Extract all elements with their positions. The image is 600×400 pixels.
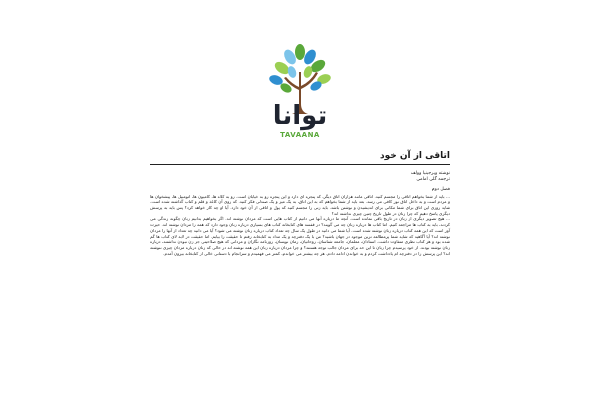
document-title: اتاقی از آن خود <box>150 150 450 165</box>
paragraph: ... باید از شما بخواهم اتاقی را مجسم کنید. اتاقی مانند هزاران اتاق دیگر، که پنجره ای دارد و این پنجره رو به خیابان است. رو به کلاه ها، کامیون ها، اتومبیل ها، پیشخوان ها و مردم است و به داخل اتاق نور کافی می رسد. بعد باید از شما بخواهم که به این اتاق، به یک میز و یک صندلی فکر کنید. که روی آن کاغذ و قلم و کتاب گذاشته شده است. شاید روزی این اتاق برای شما مکانی برای اندیشیدن و نوشتن باشد. باید زنی را مجسم کنید که پول و اتاقی از آن خود دارد. آیا او چه کار خواهد کرد؟ پس باید به پرسش دیگری پاسخ دهیم که چرا زنان در طول تاریخ چنین چیزی نداشته اند؟ <box>150 193 450 216</box>
author-line: نوشته ویرجینیا وولف <box>410 171 450 176</box>
paragraph: ... هیچ تصویر دیگری از زنان در تاریخ باقی نمانده است. آنچه ما درباره آنها می دانیم از کتاب هایی است که مردان نوشته اند. اگر بخواهیم بدانیم زنان چگونه زندگی می کردند، باید به کتاب ها مراجعه کنیم. اما کتاب ها درباره زنان چه می گویند؟ در قفسه های کتابخانه کتاب های بسیاری درباره زنان وجود دارد که همه را مردان نوشته اند. حیرت آور است که این همه کتاب درباره زنان نوشته شده است. آیا شما می دانید در طول یک سال چه تعداد کتاب درباره زنان نوشته می شود؟ آیا می دانید چه تعداد از آنها را مردان نوشته اند؟ آیا آگاهید که شاید شما پرمطالعه ترین موجود در جهان باشید؟ من با یک دفترچه و یک مداد به کتابخانه رفتم تا حقیقت را بیابم. اما حقیقت در لابه لای کتاب ها گم شده بود و هر کتاب نظری متفاوت داشت. استادان، معلمان، جامعه شناسان، روحانیان، رمان نویسان، روزنامه نگاران و مردانی که هیچ صلاحیتی جز زن نبودن نداشتند، درباره زنان نوشته بودند. از خود پرسیدم چرا زنان تا این حد برای مردان جالب توجه هستند؟ و چرا مردان درباره زنان این همه نوشته اند در حالی که زنان درباره مردان چیزی ننوشته اند؟ این پرسش را در دفترچه ام یادداشت کردم و به خواندن ادامه دادم. هر چه بیشتر می خواندم، کمتر می فهمیدم و سرانجام با دستانی خالی از کتابخانه بیرون آمدم. <box>150 216 450 256</box>
translator-line: ترجمه گلی امامی <box>416 177 450 183</box>
document-body <box>150 150 450 256</box>
body-text <box>150 194 450 257</box>
logo-latin-text: TAVAANA <box>280 131 320 139</box>
logo-wordmark: توانا <box>272 101 328 131</box>
section-heading: فصل دوم <box>431 187 450 193</box>
